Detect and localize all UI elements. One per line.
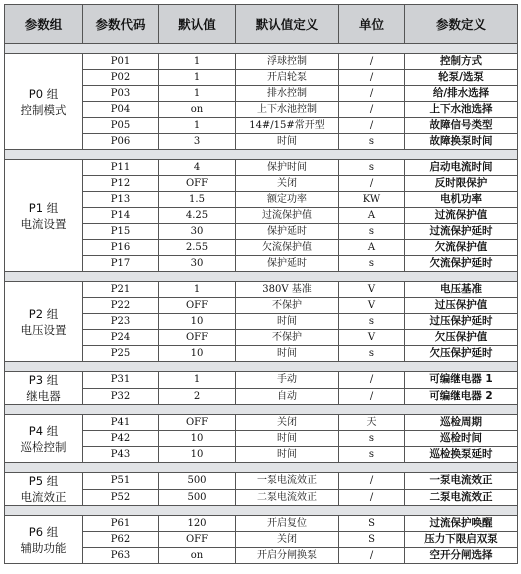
separator-cell (5, 44, 518, 54)
default-definition-cell: 自动 (236, 388, 339, 405)
code-cell: P23 (83, 314, 159, 330)
unit-cell: s (339, 134, 405, 150)
parameter-definition-cell: 压力下限启双泵 (405, 532, 518, 548)
default-definition-cell: 关闭 (236, 176, 339, 192)
table-row (5, 516, 518, 532)
code-cell: P51 (83, 473, 159, 490)
default-definition-cell: 开启复位 (236, 516, 339, 532)
header-default: 默认值 (159, 5, 236, 44)
separator-cell (5, 463, 518, 473)
default-value-cell: OFF (159, 415, 236, 431)
parameter-definition-cell: 控制方式 (405, 54, 518, 70)
default-definition-cell: 上下水池控制 (236, 102, 339, 118)
parameter-definition-cell: 轮泵/选泵 (405, 70, 518, 86)
separator-cell (5, 272, 518, 282)
parameter-table (4, 4, 518, 564)
group-name-line: P2 组 (28, 306, 59, 321)
header-unit: 单位 (339, 5, 405, 44)
default-definition-cell: 手动 (236, 372, 339, 389)
unit-cell: / (339, 118, 405, 134)
group-name-line: 辅助功能 (20, 540, 67, 555)
unit-cell: / (339, 388, 405, 405)
separator-cell (5, 506, 518, 516)
code-cell: P05 (83, 118, 159, 134)
parameter-definition-cell: 欠压保护值 (405, 330, 518, 346)
group-name-line: P0 组 (28, 86, 59, 101)
code-cell: P13 (83, 192, 159, 208)
code-cell: P02 (83, 70, 159, 86)
parameter-definition-cell: 巡检周期 (405, 415, 518, 431)
group-name-line: 巡检控制 (20, 439, 67, 454)
default-value-cell: 1 (159, 372, 236, 389)
code-cell: P16 (83, 240, 159, 256)
default-value-cell: 1 (159, 54, 236, 70)
unit-cell: / (339, 102, 405, 118)
group-name-cell (5, 473, 83, 506)
group-separator (5, 272, 518, 282)
group-separator (5, 463, 518, 473)
default-definition-cell: 一泵电流效正 (236, 473, 339, 490)
parameter-definition-cell: 可编继电器 2 (405, 388, 518, 405)
code-cell: P15 (83, 224, 159, 240)
default-definition-cell: 保护延时 (236, 256, 339, 272)
parameter-definition-cell: 过压保护延时 (405, 314, 518, 330)
code-cell: P42 (83, 431, 159, 447)
unit-cell: 天 (339, 415, 405, 431)
group-name-cell (5, 372, 83, 405)
table-body (5, 44, 518, 564)
default-definition-cell: 时间 (236, 134, 339, 150)
header-row (5, 5, 518, 44)
unit-cell: s (339, 224, 405, 240)
group-name-line: 电流设置 (20, 216, 67, 231)
group-name-cell (5, 160, 83, 272)
code-cell: P04 (83, 102, 159, 118)
default-value-cell: OFF (159, 330, 236, 346)
code-cell: P32 (83, 388, 159, 405)
default-value-cell: 500 (159, 473, 236, 490)
default-value-cell: 3 (159, 134, 236, 150)
parameter-definition-cell: 给/排水选择 (405, 86, 518, 102)
default-value-cell: on (159, 548, 236, 564)
unit-cell: s (339, 346, 405, 362)
unit-cell: / (339, 473, 405, 490)
default-definition-cell: 时间 (236, 431, 339, 447)
table-row (5, 282, 518, 298)
default-value-cell: 10 (159, 346, 236, 362)
default-value-cell: 1 (159, 118, 236, 134)
code-cell: P22 (83, 298, 159, 314)
default-definition-cell: 380V 基准 (236, 282, 339, 298)
group-separator (5, 506, 518, 516)
unit-cell: / (339, 86, 405, 102)
parameter-definition-cell: 欠压保护延时 (405, 346, 518, 362)
group-separator (5, 150, 518, 160)
default-value-cell: 10 (159, 447, 236, 463)
parameter-definition-cell: 反时限保护 (405, 176, 518, 192)
header-code: 参数代码 (83, 5, 159, 44)
default-definition-cell: 保护延时 (236, 224, 339, 240)
parameter-definition-cell: 二泵电流效正 (405, 489, 518, 506)
parameter-definition-cell: 过流保护唤醒 (405, 516, 518, 532)
default-value-cell: 30 (159, 256, 236, 272)
default-value-cell: 4 (159, 160, 236, 176)
group-name-line: 控制模式 (20, 102, 67, 117)
code-cell: P03 (83, 86, 159, 102)
parameter-definition-cell: 电机功率 (405, 192, 518, 208)
parameter-definition-cell: 过流保护值 (405, 208, 518, 224)
default-definition-cell: 额定功率 (236, 192, 339, 208)
parameter-definition-cell: 启动电流时间 (405, 160, 518, 176)
default-value-cell: 500 (159, 489, 236, 506)
header-parameter-definition: 参数定义 (405, 5, 518, 44)
parameter-definition-cell: 巡检时间 (405, 431, 518, 447)
group-separator (5, 405, 518, 415)
default-definition-cell: 排水控制 (236, 86, 339, 102)
group-name-cell (5, 282, 83, 362)
default-value-cell: 1 (159, 86, 236, 102)
default-definition-cell: 不保护 (236, 298, 339, 314)
default-value-cell: OFF (159, 298, 236, 314)
code-cell: P01 (83, 54, 159, 70)
parameter-definition-cell: 过流保护延时 (405, 224, 518, 240)
default-value-cell: 1 (159, 282, 236, 298)
code-cell: P17 (83, 256, 159, 272)
unit-cell: V (339, 298, 405, 314)
default-value-cell: 1 (159, 70, 236, 86)
default-definition-cell: 关闭 (236, 415, 339, 431)
separator-cell (5, 405, 518, 415)
unit-cell: s (339, 160, 405, 176)
unit-cell: S (339, 532, 405, 548)
default-value-cell: 10 (159, 431, 236, 447)
unit-cell: s (339, 431, 405, 447)
default-definition-cell: 开启轮泵 (236, 70, 339, 86)
parameter-definition-cell: 上下水池选择 (405, 102, 518, 118)
group-name-line: P4 组 (28, 423, 59, 438)
default-value-cell: 4.25 (159, 208, 236, 224)
default-definition-cell: 二泵电流效正 (236, 489, 339, 506)
default-definition-cell: 时间 (236, 447, 339, 463)
default-value-cell: 2.55 (159, 240, 236, 256)
header-group: 参数组 (5, 5, 83, 44)
default-value-cell: 10 (159, 314, 236, 330)
code-cell: P25 (83, 346, 159, 362)
parameter-definition-cell: 故障信号类型 (405, 118, 518, 134)
separator-cell (5, 362, 518, 372)
parameter-definition-cell: 空开分闸选择 (405, 548, 518, 564)
code-cell: P14 (83, 208, 159, 224)
code-cell: P21 (83, 282, 159, 298)
default-definition-cell: 关闭 (236, 532, 339, 548)
code-cell: P43 (83, 447, 159, 463)
parameter-definition-cell: 欠流保护值 (405, 240, 518, 256)
default-value-cell: 120 (159, 516, 236, 532)
default-value-cell: 2 (159, 388, 236, 405)
default-definition-cell: 时间 (236, 314, 339, 330)
default-definition-cell: 14#/15#常开型 (236, 118, 339, 134)
group-name-cell (5, 516, 83, 564)
unit-cell: / (339, 176, 405, 192)
default-value-cell: OFF (159, 532, 236, 548)
group-name-line: P5 组 (28, 474, 59, 488)
unit-cell: A (339, 208, 405, 224)
table-row (5, 415, 518, 431)
code-cell: P11 (83, 160, 159, 176)
group-name-line: P3 组 (28, 373, 59, 387)
default-value-cell: 30 (159, 224, 236, 240)
unit-cell: V (339, 330, 405, 346)
unit-cell: / (339, 489, 405, 506)
code-cell: P06 (83, 134, 159, 150)
unit-cell: S (339, 516, 405, 532)
code-cell: P52 (83, 489, 159, 506)
unit-cell: s (339, 447, 405, 463)
code-cell: P31 (83, 372, 159, 389)
code-cell: P24 (83, 330, 159, 346)
unit-cell: / (339, 70, 405, 86)
group-name-line: P6 组 (28, 524, 59, 539)
group-separator (5, 362, 518, 372)
default-value-cell: OFF (159, 176, 236, 192)
parameter-definition-cell: 故障换泵时间 (405, 134, 518, 150)
default-definition-cell: 时间 (236, 346, 339, 362)
code-cell: P62 (83, 532, 159, 548)
default-definition-cell: 开启分闸换泵 (236, 548, 339, 564)
group-name-line: 电压设置 (20, 322, 67, 337)
group-name-line: P1 组 (28, 200, 59, 215)
code-cell: P63 (83, 548, 159, 564)
table-row (5, 54, 518, 70)
group-separator (5, 44, 518, 54)
group-name-cell (5, 415, 83, 463)
header-default-definition: 默认值定义 (236, 5, 339, 44)
parameter-definition-cell: 电压基准 (405, 282, 518, 298)
unit-cell: V (339, 282, 405, 298)
code-cell: P41 (83, 415, 159, 431)
unit-cell: / (339, 548, 405, 564)
default-definition-cell: 过流保护值 (236, 208, 339, 224)
parameter-definition-cell: 可编继电器 1 (405, 372, 518, 389)
default-definition-cell: 欠流保护值 (236, 240, 339, 256)
default-value-cell: on (159, 102, 236, 118)
default-value-cell: 1.5 (159, 192, 236, 208)
table-row (5, 473, 518, 490)
parameter-definition-cell: 巡检换泵延时 (405, 447, 518, 463)
unit-cell: / (339, 54, 405, 70)
unit-cell: s (339, 314, 405, 330)
parameter-definition-cell: 过压保护值 (405, 298, 518, 314)
default-definition-cell: 浮球控制 (236, 54, 339, 70)
code-cell: P61 (83, 516, 159, 532)
group-name-line: 继电器 (26, 389, 61, 403)
unit-cell: s (339, 256, 405, 272)
unit-cell: KW (339, 192, 405, 208)
table-row (5, 160, 518, 176)
code-cell: P12 (83, 176, 159, 192)
separator-cell (5, 150, 518, 160)
default-definition-cell: 保护时间 (236, 160, 339, 176)
group-name-line: 电流效正 (20, 490, 67, 504)
parameter-definition-cell: 欠流保护延时 (405, 256, 518, 272)
parameter-definition-cell: 一泵电流效正 (405, 473, 518, 490)
default-definition-cell: 不保护 (236, 330, 339, 346)
unit-cell: / (339, 372, 405, 389)
unit-cell: A (339, 240, 405, 256)
table-row (5, 372, 518, 389)
group-name-cell (5, 54, 83, 150)
parameter-table-container (4, 4, 517, 570)
